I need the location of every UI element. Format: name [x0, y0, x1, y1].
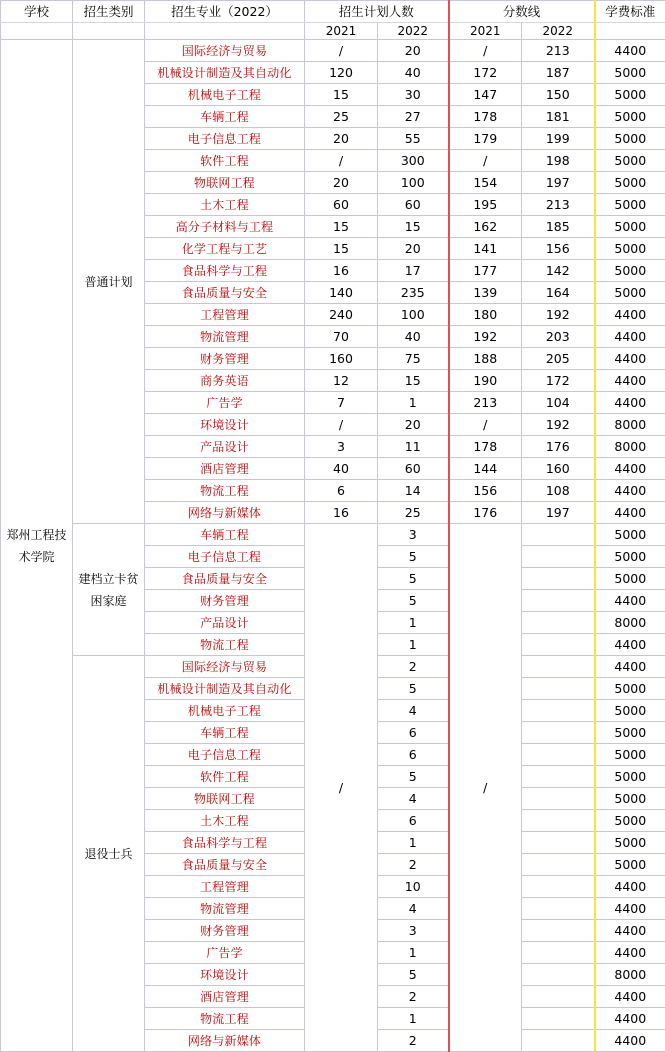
- major-cell: 电子信息工程: [145, 744, 305, 766]
- fee-cell: 5000: [595, 172, 665, 194]
- plan-2022-cell: 2: [378, 656, 449, 678]
- plan-2021-cell: 15: [305, 238, 378, 260]
- major-cell: 车辆工程: [145, 722, 305, 744]
- plan-2022-cell: 6: [378, 810, 449, 832]
- score-2022-cell: 176: [522, 436, 595, 458]
- fee-cell: 4400: [595, 348, 665, 370]
- score-2022-cell: 205: [522, 348, 595, 370]
- fee-cell: 5000: [595, 854, 665, 876]
- plan-2021-cell: /: [305, 150, 378, 172]
- major-cell: 电子信息工程: [145, 128, 305, 150]
- score-2022-cell: 187: [522, 62, 595, 84]
- plan-2022-cell: 2: [378, 986, 449, 1008]
- plan-2022-cell: 2: [378, 854, 449, 876]
- plan-2022-cell: 5: [378, 590, 449, 612]
- header-year-row: [1, 23, 665, 40]
- plan-2022-cell: 5: [378, 964, 449, 986]
- plan-2022-cell: 4: [378, 700, 449, 722]
- fee-cell: 5000: [595, 238, 665, 260]
- header-blank: [595, 23, 665, 40]
- major-cell: 土木工程: [145, 194, 305, 216]
- major-cell: 产品设计: [145, 612, 305, 634]
- plan-2021-cell: /: [305, 40, 378, 62]
- score-2021-cell: 176: [449, 502, 522, 524]
- plan-2022-cell: 1: [378, 392, 449, 414]
- score-2022-cell: 185: [522, 216, 595, 238]
- score-2022-cell: [522, 744, 595, 766]
- table-row: [1, 40, 665, 62]
- fee-cell: 5000: [595, 150, 665, 172]
- major-cell: 食品质量与安全: [145, 282, 305, 304]
- major-cell: 产品设计: [145, 436, 305, 458]
- score-2021-cell: /: [449, 40, 522, 62]
- score-2022-cell: 142: [522, 260, 595, 282]
- plan-2022-cell: 1: [378, 832, 449, 854]
- score-2022-cell: [522, 788, 595, 810]
- score-2022-cell: 199: [522, 128, 595, 150]
- score-2022-cell: [522, 1030, 595, 1052]
- score-2022-cell: 192: [522, 304, 595, 326]
- major-cell: 工程管理: [145, 304, 305, 326]
- score-2022-cell: [522, 942, 595, 964]
- major-cell: 土木工程: [145, 810, 305, 832]
- fee-cell: 4400: [595, 656, 665, 678]
- major-cell: 网络与新媒体: [145, 502, 305, 524]
- fee-cell: 5000: [595, 282, 665, 304]
- plan-2022-cell: 6: [378, 744, 449, 766]
- plan-2021-cell: 15: [305, 84, 378, 106]
- plan-2021-cell: 25: [305, 106, 378, 128]
- major-cell: 车辆工程: [145, 106, 305, 128]
- plan-2022-cell: 20: [378, 238, 449, 260]
- fee-cell: 8000: [595, 612, 665, 634]
- fee-cell: 5000: [595, 84, 665, 106]
- plan-2022-cell: 4: [378, 898, 449, 920]
- plan-2022-cell: 4: [378, 788, 449, 810]
- fee-cell: 5000: [595, 700, 665, 722]
- fee-cell: 5000: [595, 744, 665, 766]
- fee-cell: 5000: [595, 546, 665, 568]
- fee-cell: 4400: [595, 920, 665, 942]
- major-cell: 财务管理: [145, 920, 305, 942]
- plan-2022-cell: 1: [378, 612, 449, 634]
- fee-cell: 5000: [595, 766, 665, 788]
- score-2021-cell: 190: [449, 370, 522, 392]
- score-2022-cell: [522, 546, 595, 568]
- score-2021-cell: /: [449, 414, 522, 436]
- header-fee: 学费标准: [595, 1, 665, 23]
- score-2022-cell: [522, 656, 595, 678]
- category-regular-cell: 普通计划: [73, 40, 145, 524]
- fee-cell: 5000: [595, 722, 665, 744]
- score-2021-cell: 156: [449, 480, 522, 502]
- header-major: 招生专业（2022）: [145, 1, 305, 23]
- major-cell: 物流管理: [145, 326, 305, 348]
- table-row: [1, 524, 665, 546]
- score-2022-cell: [522, 920, 595, 942]
- plan-2021-cell: /: [305, 414, 378, 436]
- fee-cell: 4400: [595, 304, 665, 326]
- score-2022-cell: 203: [522, 326, 595, 348]
- score-2022-cell: [522, 854, 595, 876]
- major-cell: 物流工程: [145, 1008, 305, 1030]
- score-2021-cell: 141: [449, 238, 522, 260]
- major-cell: 财务管理: [145, 590, 305, 612]
- major-cell: 环境设计: [145, 964, 305, 986]
- plan-2021-cell: 16: [305, 502, 378, 524]
- score-2021-cell: 178: [449, 436, 522, 458]
- plan-2022-cell: 3: [378, 920, 449, 942]
- plan-2022-cell: 60: [378, 458, 449, 480]
- score-2022-cell: [522, 876, 595, 898]
- major-cell: 商务英语: [145, 370, 305, 392]
- fee-cell: 5000: [595, 832, 665, 854]
- header-score-2021: 2021: [449, 23, 522, 40]
- plan-2021-cell: 70: [305, 326, 378, 348]
- plan-2022-cell: 40: [378, 62, 449, 84]
- score-2021-cell: 139: [449, 282, 522, 304]
- category-veteran-cell: 退役士兵: [73, 656, 145, 1052]
- plan-2021-cell: 40: [305, 458, 378, 480]
- plan-2022-cell: 1: [378, 942, 449, 964]
- plan-2022-cell: 2: [378, 1030, 449, 1052]
- score-2022-cell: 172: [522, 370, 595, 392]
- major-cell: 机械设计制造及其自动化: [145, 678, 305, 700]
- major-cell: 食品科学与工程: [145, 832, 305, 854]
- header-blank: [1, 23, 73, 40]
- fee-cell: 8000: [595, 436, 665, 458]
- fee-cell: 5000: [595, 260, 665, 282]
- score-2022-cell: 192: [522, 414, 595, 436]
- plan-2022-cell: 27: [378, 106, 449, 128]
- fee-cell: 5000: [595, 678, 665, 700]
- score-2021-cell: 144: [449, 458, 522, 480]
- major-cell: 软件工程: [145, 766, 305, 788]
- major-cell: 电子信息工程: [145, 546, 305, 568]
- score-2022-cell: [522, 612, 595, 634]
- score-2022-cell: 108: [522, 480, 595, 502]
- score-2021-cell: 192: [449, 326, 522, 348]
- score-2021-cell: 154: [449, 172, 522, 194]
- major-cell: 工程管理: [145, 876, 305, 898]
- header-score: 分数线: [449, 1, 595, 23]
- score-2021-cell: 179: [449, 128, 522, 150]
- score-2022-cell: [522, 678, 595, 700]
- fee-cell: 5000: [595, 524, 665, 546]
- plan-2022-cell: 5: [378, 568, 449, 590]
- plan-2022-cell: 15: [378, 216, 449, 238]
- plan-2021-cell: 20: [305, 128, 378, 150]
- plan-2021-cell: 15: [305, 216, 378, 238]
- score-2022-cell: [522, 810, 595, 832]
- table-body: [1, 1, 665, 1052]
- score-2022-cell: 197: [522, 502, 595, 524]
- score-2022-cell: 213: [522, 194, 595, 216]
- fee-cell: 5000: [595, 216, 665, 238]
- fee-cell: 5000: [595, 106, 665, 128]
- plan-2022-cell: 100: [378, 172, 449, 194]
- score-2021-cell: 195: [449, 194, 522, 216]
- score-2022-cell: 213: [522, 40, 595, 62]
- plan-2022-cell: 5: [378, 678, 449, 700]
- header-row: [1, 1, 665, 23]
- fee-cell: 4400: [595, 370, 665, 392]
- major-cell: 机械电子工程: [145, 84, 305, 106]
- score-2021-cell: 178: [449, 106, 522, 128]
- score-2022-cell: [522, 898, 595, 920]
- fee-cell: 5000: [595, 62, 665, 84]
- fee-cell: 4400: [595, 942, 665, 964]
- major-cell: 财务管理: [145, 348, 305, 370]
- score-2022-cell: [522, 964, 595, 986]
- plan-2022-cell: 75: [378, 348, 449, 370]
- score-2022-cell: 104: [522, 392, 595, 414]
- plan-2022-cell: 14: [378, 480, 449, 502]
- score-2022-cell: [522, 1008, 595, 1030]
- fee-cell: 8000: [595, 414, 665, 436]
- fee-cell: 4400: [595, 590, 665, 612]
- plan-2022-cell: 100: [378, 304, 449, 326]
- header-plan: 招生计划人数: [305, 1, 449, 23]
- plan-2022-cell: 1: [378, 1008, 449, 1030]
- plan-2022-cell: 30: [378, 84, 449, 106]
- score-2022-cell: 198: [522, 150, 595, 172]
- score-2021-cell: 188: [449, 348, 522, 370]
- major-cell: 酒店管理: [145, 986, 305, 1008]
- plan-2021-cell: 60: [305, 194, 378, 216]
- plan-2021-cell: 16: [305, 260, 378, 282]
- major-cell: 高分子材料与工程: [145, 216, 305, 238]
- major-cell: 食品科学与工程: [145, 260, 305, 282]
- score-2022-cell: 181: [522, 106, 595, 128]
- plan-2022-cell: 235: [378, 282, 449, 304]
- plan-2021-cell: 3: [305, 436, 378, 458]
- score-2021-cell: 213: [449, 392, 522, 414]
- plan-2022-cell: 6: [378, 722, 449, 744]
- plan-2022-cell: 3: [378, 524, 449, 546]
- major-cell: 网络与新媒体: [145, 1030, 305, 1052]
- fee-cell: 4400: [595, 392, 665, 414]
- score-2022-cell: [522, 766, 595, 788]
- major-cell: 机械电子工程: [145, 700, 305, 722]
- major-cell: 软件工程: [145, 150, 305, 172]
- major-cell: 物流工程: [145, 480, 305, 502]
- plan-2021-cell: 7: [305, 392, 378, 414]
- score-2021-cell: 172: [449, 62, 522, 84]
- major-cell: 物联网工程: [145, 788, 305, 810]
- plan-2022-cell: 15: [378, 370, 449, 392]
- major-cell: 广告学: [145, 392, 305, 414]
- plan-2022-cell: 1: [378, 634, 449, 656]
- header-category: 招生类别: [73, 1, 145, 23]
- fee-cell: 5000: [595, 788, 665, 810]
- fee-cell: 4400: [595, 458, 665, 480]
- fee-cell: 5000: [595, 128, 665, 150]
- plan-2022-cell: 40: [378, 326, 449, 348]
- major-cell: 化学工程与工艺: [145, 238, 305, 260]
- plan-2021-cell: 12: [305, 370, 378, 392]
- header-school: 学校: [1, 1, 73, 23]
- score-2022-cell: [522, 832, 595, 854]
- fee-cell: 4400: [595, 502, 665, 524]
- major-cell: 食品质量与安全: [145, 568, 305, 590]
- score-2022-cell: [522, 590, 595, 612]
- fee-cell: 4400: [595, 634, 665, 656]
- plan-2022-cell: 60: [378, 194, 449, 216]
- plan-2022-cell: 20: [378, 414, 449, 436]
- fee-cell: 5000: [595, 194, 665, 216]
- plan-2021-cell: 140: [305, 282, 378, 304]
- score-2022-cell: [522, 986, 595, 1008]
- major-cell: 物流管理: [145, 898, 305, 920]
- fee-cell: 4400: [595, 1008, 665, 1030]
- score-2021-cell: 180: [449, 304, 522, 326]
- score-2022-cell: 197: [522, 172, 595, 194]
- plan-2021-merged-cell: /: [305, 524, 378, 1052]
- header-blank: [73, 23, 145, 40]
- plan-2022-cell: 25: [378, 502, 449, 524]
- fee-cell: 4400: [595, 986, 665, 1008]
- plan-2022-cell: 11: [378, 436, 449, 458]
- major-cell: 机械设计制造及其自动化: [145, 62, 305, 84]
- plan-2021-cell: 240: [305, 304, 378, 326]
- fee-cell: 8000: [595, 964, 665, 986]
- fee-cell: 4400: [595, 40, 665, 62]
- major-cell: 环境设计: [145, 414, 305, 436]
- header-plan-2021: 2021: [305, 23, 378, 40]
- header-score-2022: 2022: [522, 23, 595, 40]
- fee-cell: 4400: [595, 1030, 665, 1052]
- fee-cell: 5000: [595, 568, 665, 590]
- plan-2021-cell: 20: [305, 172, 378, 194]
- score-2021-cell: 177: [449, 260, 522, 282]
- plan-2022-cell: 5: [378, 546, 449, 568]
- plan-2022-cell: 17: [378, 260, 449, 282]
- score-2021-cell: 147: [449, 84, 522, 106]
- header-blank: [145, 23, 305, 40]
- plan-2021-cell: 6: [305, 480, 378, 502]
- score-2022-cell: 150: [522, 84, 595, 106]
- score-2022-cell: [522, 568, 595, 590]
- plan-2022-cell: 10: [378, 876, 449, 898]
- plan-2022-cell: 20: [378, 40, 449, 62]
- score-2021-cell: /: [449, 150, 522, 172]
- major-cell: 国际经济与贸易: [145, 40, 305, 62]
- major-cell: 车辆工程: [145, 524, 305, 546]
- major-cell: 国际经济与贸易: [145, 656, 305, 678]
- major-cell: 酒店管理: [145, 458, 305, 480]
- plan-2022-cell: 300: [378, 150, 449, 172]
- plan-2022-cell: 55: [378, 128, 449, 150]
- fee-cell: 5000: [595, 810, 665, 832]
- plan-2021-cell: 120: [305, 62, 378, 84]
- score-2022-cell: [522, 634, 595, 656]
- major-cell: 物流工程: [145, 634, 305, 656]
- score-2022-cell: [522, 524, 595, 546]
- score-2022-cell: 160: [522, 458, 595, 480]
- school-name-cell: 郑州工程技术学院: [1, 40, 73, 1052]
- plan-2021-cell: 160: [305, 348, 378, 370]
- plan-2022-cell: 5: [378, 766, 449, 788]
- score-2022-cell: 164: [522, 282, 595, 304]
- score-2021-merged-cell: /: [449, 524, 522, 1052]
- category-poverty-cell: 建档立卡贫困家庭: [73, 524, 145, 656]
- fee-cell: 4400: [595, 480, 665, 502]
- fee-cell: 4400: [595, 898, 665, 920]
- score-2021-cell: 162: [449, 216, 522, 238]
- header-plan-2022: 2022: [378, 23, 449, 40]
- major-cell: 广告学: [145, 942, 305, 964]
- fee-cell: 4400: [595, 326, 665, 348]
- major-cell: 物联网工程: [145, 172, 305, 194]
- fee-cell: 4400: [595, 876, 665, 898]
- score-2022-cell: [522, 700, 595, 722]
- major-cell: 食品质量与安全: [145, 854, 305, 876]
- score-2022-cell: 156: [522, 238, 595, 260]
- score-2022-cell: [522, 722, 595, 744]
